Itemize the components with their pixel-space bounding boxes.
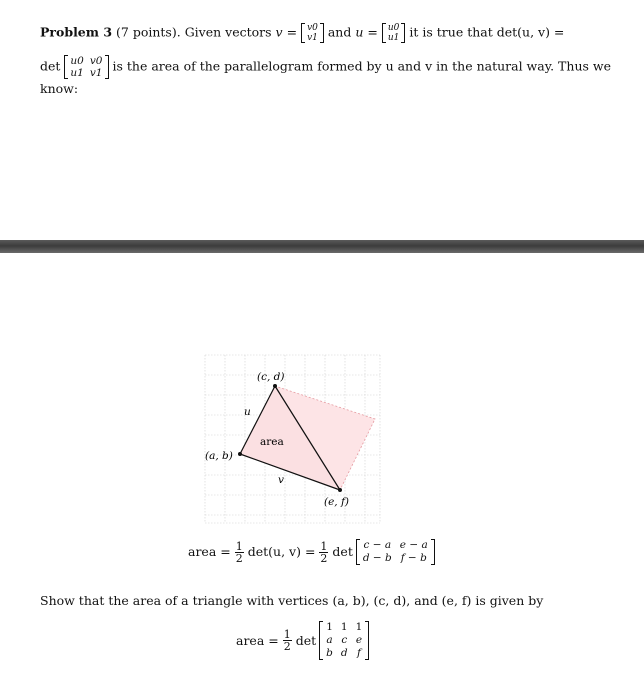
matrix-cell: b	[326, 647, 333, 659]
v-symbol: v	[275, 24, 283, 40]
matrix-cell: a	[326, 634, 333, 646]
matrix-cell: v0	[307, 23, 318, 33]
label-ab: (a, b)	[205, 450, 233, 462]
determinant-claim: it is true that det(u, v) =	[409, 24, 565, 40]
parallelogram-text: is the area of the parallelogram formed by u and v in the natural way. Thus we	[112, 58, 611, 74]
equals-sign: =	[367, 24, 378, 40]
matrix-cell: v1	[307, 33, 318, 43]
label-v: v	[278, 474, 284, 486]
matrix-cell: f − b	[400, 552, 427, 564]
matrix-cell: 1	[326, 621, 333, 633]
fraction-numerator: 1	[235, 539, 243, 553]
vertex-cd	[273, 384, 277, 388]
page-separator-bar	[0, 240, 644, 253]
label-area: area	[260, 436, 284, 448]
show-that-text: Show that the area of a triangle with vertices (a, b), (c, d), and (e, f) is given by	[40, 593, 544, 608]
problem-label: Problem 3	[40, 24, 113, 40]
triangle-figure	[200, 352, 384, 526]
matrix-cell: f	[357, 647, 361, 659]
equals-sign: =	[286, 24, 298, 40]
know-text: know:	[40, 81, 79, 96]
difference-matrix	[356, 539, 435, 565]
and-word: and	[327, 24, 352, 40]
label-u: u	[244, 406, 251, 418]
matrix-cell: c	[341, 634, 348, 646]
matrix-cell: c − a	[363, 539, 392, 551]
vertex-matrix	[319, 621, 369, 660]
matrix-cell: e − a	[399, 539, 428, 551]
one-half-fraction	[319, 541, 328, 564]
fraction-denominator: 2	[283, 640, 291, 653]
matrix-cell: u0	[387, 23, 400, 33]
fraction-denominator: 2	[320, 551, 328, 565]
det-uv-text: det(u, v) =	[247, 544, 316, 559]
matrix-cell: d	[340, 647, 348, 659]
vertex-ef	[338, 488, 342, 492]
det-word: det	[332, 544, 353, 559]
matrix-cell: u0	[70, 55, 84, 67]
det-word: det	[40, 58, 61, 74]
area-lhs: area =	[188, 544, 231, 559]
area-formula-2	[236, 621, 369, 660]
u-vector-matrix	[382, 23, 406, 43]
fraction-numerator: 1	[320, 539, 328, 553]
fraction-denominator: 2	[235, 551, 243, 565]
matrix-cell: v0	[89, 55, 103, 67]
det-word: det	[295, 632, 317, 648]
u-symbol: u	[355, 24, 364, 40]
fraction-numerator: 1	[283, 628, 291, 641]
problem-line-1	[40, 23, 564, 43]
v-vector-matrix	[301, 23, 324, 43]
matrix-cell: 1	[340, 621, 348, 633]
problem-points: (7 points).	[116, 24, 181, 40]
vertex-ab	[238, 452, 242, 456]
problem-line-2	[40, 55, 611, 79]
matrix-cell: u1	[70, 67, 84, 79]
det-matrix	[64, 55, 108, 79]
matrix-cell: d − b	[362, 552, 392, 564]
one-half-fraction	[283, 629, 292, 652]
matrix-cell: v1	[89, 67, 103, 79]
one-half-fraction	[235, 541, 244, 564]
problem-intro: Given vectors	[184, 24, 272, 40]
matrix-cell: u1	[387, 33, 400, 43]
matrix-cell: e	[355, 634, 363, 646]
area-formula-1	[188, 539, 435, 565]
area-lhs: area =	[236, 632, 279, 648]
label-cd: (c, d)	[257, 371, 285, 383]
matrix-cell: 1	[355, 621, 363, 633]
label-ef: (e, f)	[324, 496, 349, 508]
